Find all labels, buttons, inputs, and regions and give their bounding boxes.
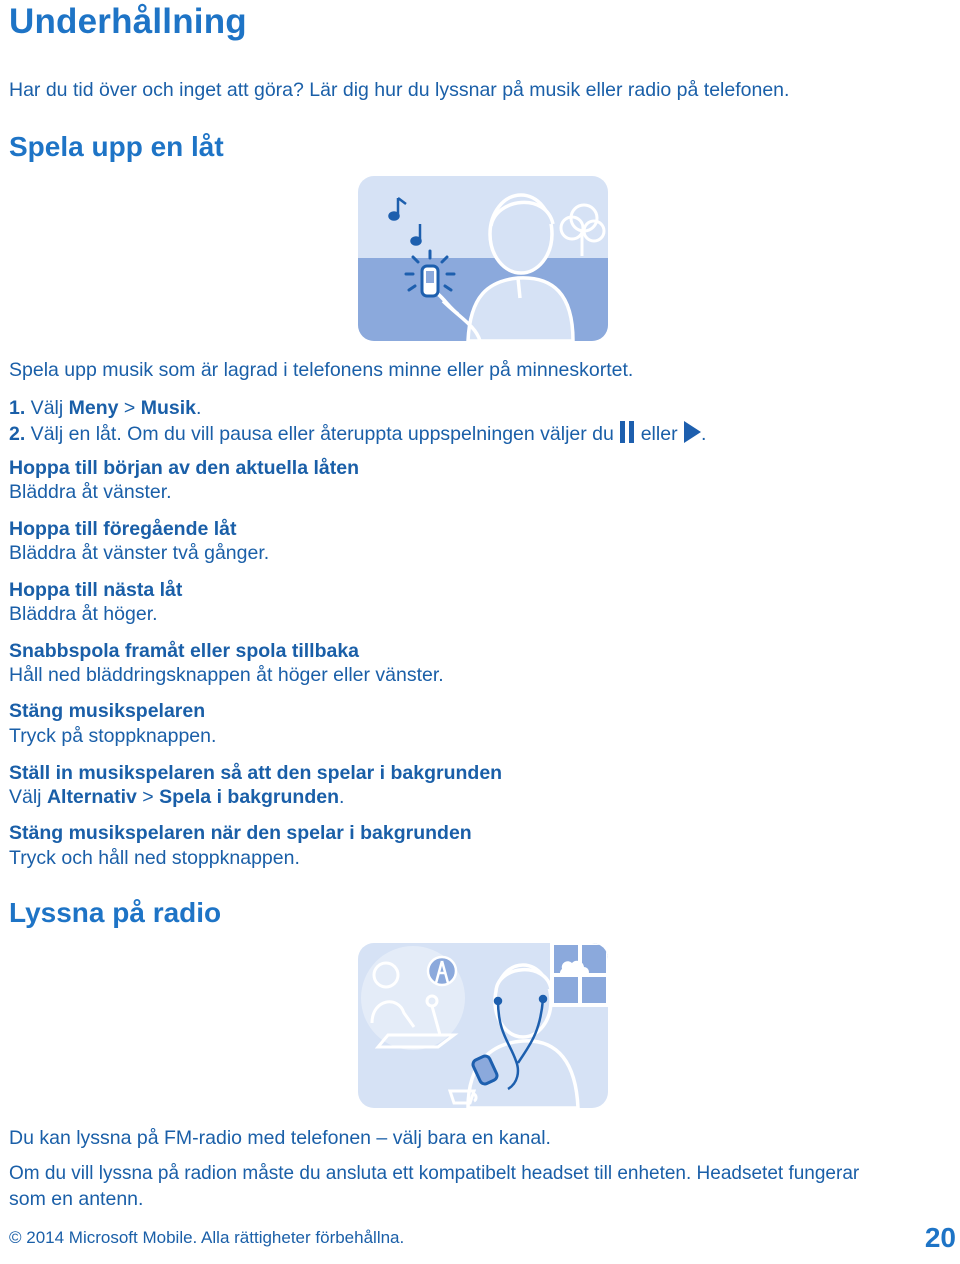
step-1-text: Välj bbox=[25, 397, 69, 419]
section-heading-play-song: Spela upp en låt bbox=[9, 131, 224, 162]
step-2-or: eller bbox=[635, 423, 683, 445]
phone-icon bbox=[422, 266, 438, 296]
tip-title: Snabbspola framåt eller spola tillbaka bbox=[9, 640, 360, 662]
step-2-text: Välj en låt. Om du vill pausa eller återuppta uppspelningen väljer du bbox=[25, 423, 620, 445]
tip-body-sep: > bbox=[136, 786, 160, 808]
tip-body: Tryck och håll ned stoppknappen. bbox=[9, 847, 300, 869]
menu-label: Meny bbox=[68, 397, 119, 419]
radio-paragraph-2-line-2: som en antenn. bbox=[9, 1188, 144, 1210]
play-icon bbox=[683, 421, 701, 449]
step-2 bbox=[9, 421, 706, 449]
step-2-number: 2. bbox=[9, 423, 26, 445]
step-1 bbox=[9, 397, 201, 420]
radio-illustration bbox=[358, 943, 608, 1108]
music-illustration-svg bbox=[358, 176, 608, 341]
tip-body: Håll ned bläddringsknappen åt höger eller vänster. bbox=[9, 664, 444, 686]
tip-body: Bläddra åt vänster. bbox=[9, 481, 172, 503]
radio-illustration-svg bbox=[358, 943, 608, 1108]
tip-title: Hoppa till början av den aktuella låten bbox=[9, 457, 359, 479]
tip-body: Bläddra åt vänster två gånger. bbox=[9, 542, 270, 564]
tip-body: Bläddra åt höger. bbox=[9, 603, 158, 625]
pause-icon bbox=[619, 421, 635, 449]
window bbox=[552, 943, 608, 1005]
step-1-sep: > bbox=[118, 397, 141, 419]
music-label: Musik bbox=[140, 397, 196, 419]
step-1-number: 1. bbox=[9, 397, 26, 419]
tip-title: Stäng musikspelaren när den spelar i bakgrunden bbox=[9, 822, 472, 844]
section1-lead: Spela upp musik som är lagrad i telefonens minne eller på minneskortet. bbox=[9, 359, 634, 381]
options-label: Alternativ bbox=[46, 786, 137, 808]
intro-text: Har du tid över och inget att göra? Lär dig hur du lyssnar på musik eller radio på telefonen. bbox=[9, 79, 790, 101]
section-heading-radio: Lyssna på radio bbox=[9, 897, 222, 928]
page-title: Underhållning bbox=[9, 2, 247, 41]
music-illustration bbox=[358, 176, 608, 341]
step-2-end: . bbox=[700, 423, 707, 445]
radio-paragraph-1: Du kan lyssna på FM-radio med telefonen – välj bara en kanal. bbox=[9, 1127, 551, 1149]
tip-body-end: . bbox=[339, 786, 345, 808]
play-in-background-label: Spela i bakgrunden bbox=[159, 786, 339, 808]
page-number: 20 bbox=[924, 1222, 956, 1253]
tip-title: Stäng musikspelaren bbox=[9, 700, 206, 722]
radio-paragraph-2-line-1: Om du vill lyssna på radion måste du ansluta ett kompatibelt headset till enheten. Headsetet fungerar bbox=[9, 1163, 860, 1184]
tip-title: Hoppa till föregående låt bbox=[9, 518, 237, 540]
tip-body: Tryck på stoppknappen. bbox=[9, 725, 217, 747]
tip-body bbox=[9, 786, 344, 809]
tip-body-pre: Välj bbox=[9, 786, 47, 808]
tip-title: Hoppa till nästa låt bbox=[9, 579, 183, 601]
radio-tower-icon bbox=[428, 957, 456, 985]
step-1-end: . bbox=[195, 397, 202, 419]
tip-title: Ställ in musikspelaren så att den spelar i bakgrunden bbox=[9, 762, 503, 784]
copyright: © 2014 Microsoft Mobile. Alla rättigheter förbehållna. bbox=[9, 1228, 405, 1247]
